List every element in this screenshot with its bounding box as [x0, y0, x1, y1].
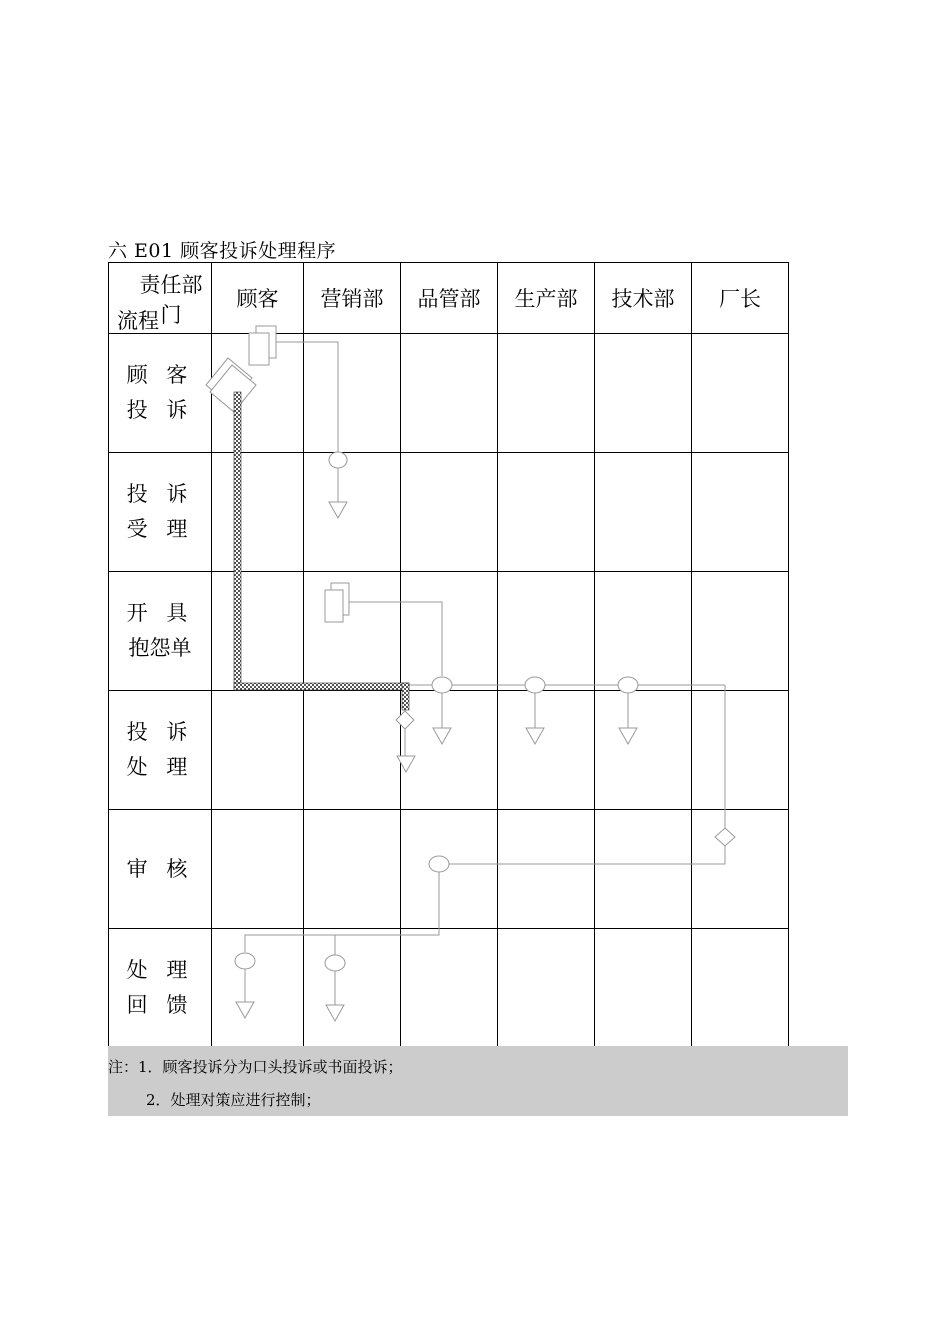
cell	[498, 334, 595, 453]
step-label	[109, 334, 212, 453]
step-row	[109, 929, 789, 1048]
cell	[304, 572, 401, 691]
step-row	[109, 453, 789, 572]
cell	[498, 929, 595, 1048]
process-label: 流程	[117, 309, 159, 333]
step-line: 顾 客	[126, 363, 194, 387]
cell	[692, 810, 789, 929]
cell	[401, 453, 498, 572]
dept-quality: 品管部	[401, 263, 498, 334]
step-line: 抱怨单	[128, 636, 192, 660]
cell	[304, 453, 401, 572]
corner-cell	[109, 263, 212, 334]
step-label	[109, 453, 212, 572]
step-label	[109, 810, 212, 929]
flowchart-table	[108, 262, 789, 1048]
step-label	[109, 929, 212, 1048]
cell	[692, 572, 789, 691]
cell	[692, 334, 789, 453]
cell	[212, 810, 304, 929]
cell	[692, 691, 789, 810]
cell	[401, 572, 498, 691]
responsible-dept-label: 责任部门	[139, 273, 203, 327]
cell	[212, 691, 304, 810]
cell	[401, 810, 498, 929]
step-line: 开 具	[126, 601, 194, 625]
cell	[595, 453, 692, 572]
cell	[498, 572, 595, 691]
page-title: 六 E01 顾客投诉处理程序	[108, 240, 337, 262]
cell	[401, 691, 498, 810]
cell	[304, 929, 401, 1048]
cell	[692, 929, 789, 1048]
cell	[498, 453, 595, 572]
cell	[212, 572, 304, 691]
cell	[595, 810, 692, 929]
cell	[595, 572, 692, 691]
cell	[595, 334, 692, 453]
cell	[401, 929, 498, 1048]
step-line: 投 诉	[126, 398, 194, 422]
step-row	[109, 691, 789, 810]
dept-technical: 技术部	[595, 263, 692, 334]
step-line: 处 理	[126, 958, 194, 982]
cell	[212, 929, 304, 1048]
cell	[498, 691, 595, 810]
note-1: 注：1．顾客投诉分为口头投诉或书面投诉；	[108, 1058, 403, 1076]
dept-customer: 顾客	[212, 263, 304, 334]
step-row	[109, 810, 789, 929]
cell	[304, 334, 401, 453]
cell	[692, 453, 789, 572]
cell	[212, 334, 304, 453]
notes-panel	[108, 1046, 848, 1116]
step-line: 受 理	[126, 517, 194, 541]
cell	[401, 334, 498, 453]
step-row	[109, 334, 789, 453]
step-line: 回 馈	[126, 993, 194, 1017]
step-row	[109, 572, 789, 691]
step-label	[109, 572, 212, 691]
step-line: 投 诉	[126, 720, 194, 744]
dept-marketing: 营销部	[304, 263, 401, 334]
dept-factory-director: 厂长	[692, 263, 789, 334]
note-2: 2．处理对策应进行控制；	[146, 1091, 321, 1109]
cell	[304, 691, 401, 810]
cell	[212, 453, 304, 572]
step-label	[109, 691, 212, 810]
cell	[304, 810, 401, 929]
header-row	[109, 263, 789, 334]
cell	[595, 929, 692, 1048]
step-line: 处 理	[126, 755, 194, 779]
step-line: 审 核	[126, 856, 194, 881]
step-line: 投 诉	[126, 482, 194, 506]
dept-production: 生产部	[498, 263, 595, 334]
cell	[498, 810, 595, 929]
cell	[595, 691, 692, 810]
